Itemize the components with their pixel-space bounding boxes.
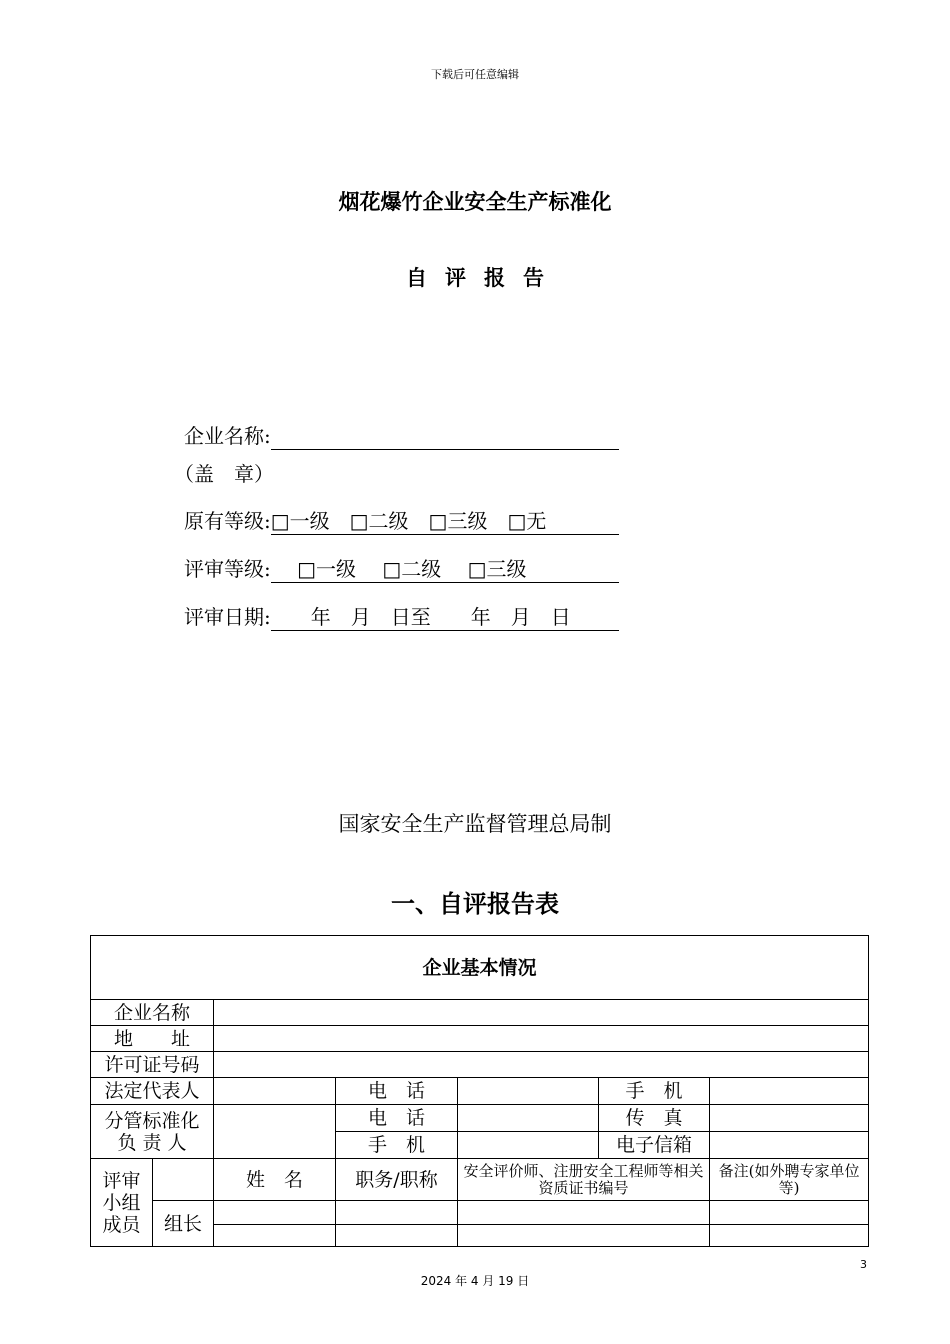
std-manager-mobile-value[interactable] xyxy=(458,1132,599,1158)
license-cell-value[interactable] xyxy=(214,1052,869,1078)
leader-cert-cell-2[interactable] xyxy=(458,1225,710,1247)
col-name-header: 姓 名 xyxy=(214,1159,336,1201)
legal-rep-phone-value[interactable] xyxy=(458,1078,599,1104)
leader-title-cell[interactable] xyxy=(336,1201,458,1225)
review-date-value[interactable]: 年 月 日至 年 月 日 xyxy=(271,602,619,631)
report-title-line1: 烟花爆竹企业安全生产标准化 xyxy=(338,190,612,214)
review-team-label-line2: 小组 xyxy=(102,1191,141,1214)
team-header-blank xyxy=(153,1159,214,1201)
review-date-row xyxy=(184,602,619,632)
leader-title-cell-2[interactable] xyxy=(336,1225,458,1247)
company-name-cell-label: 企业名称 xyxy=(91,1000,214,1026)
std-manager-cell-label xyxy=(91,1105,214,1159)
review-team-label-line1: 评审 xyxy=(102,1169,141,1192)
leader-name-cell[interactable] xyxy=(214,1201,336,1225)
address-cell-label: 地 址 xyxy=(91,1026,214,1052)
company-name-cell-value[interactable] xyxy=(214,1000,869,1026)
report-title-line2: 自评报告 xyxy=(406,266,562,290)
std-manager-mobile-email-split xyxy=(458,1132,710,1159)
legal-rep-mobile-label: 手 机 xyxy=(625,1080,683,1102)
page-number: 3 xyxy=(860,1258,867,1271)
std-manager-phone-label: 电 话 xyxy=(336,1105,458,1132)
header-note: 下载后可任意编辑 xyxy=(431,68,519,81)
legal-rep-cell-label: 法定代表人 xyxy=(91,1078,214,1105)
review-team-label xyxy=(91,1159,153,1247)
std-manager-fax-label: 传 真 xyxy=(625,1107,683,1129)
footer-date: 2024 年 4 月 19 日 xyxy=(420,1274,530,1288)
std-manager-fax-value[interactable] xyxy=(710,1105,869,1132)
original-level-label: 原有等级: xyxy=(184,509,271,533)
std-manager-phone-value[interactable] xyxy=(458,1105,599,1131)
review-level-options[interactable]: □一级 □二级 □三级 xyxy=(271,554,619,583)
leader-remark-cell[interactable] xyxy=(710,1201,869,1225)
review-date-label: 评审日期: xyxy=(184,605,271,629)
leader-name-cell-2[interactable] xyxy=(214,1225,336,1247)
address-cell-value[interactable] xyxy=(214,1026,869,1052)
legal-rep-phone-mobile-split xyxy=(458,1078,710,1105)
std-manager-cell-value[interactable] xyxy=(214,1105,336,1159)
issuing-authority: 国家安全生产监督管理总局制 xyxy=(338,812,612,836)
section-title: 一、自评报告表 xyxy=(391,890,559,918)
review-level-label: 评审等级: xyxy=(184,557,271,581)
seal-label: （盖 章） xyxy=(174,462,274,486)
std-manager-label-line2: 负 责 人 xyxy=(117,1131,187,1154)
company-name-blank[interactable] xyxy=(271,421,619,450)
leader-remark-cell-2[interactable] xyxy=(710,1225,869,1247)
license-cell-label: 许可证号码 xyxy=(91,1052,214,1078)
std-manager-phone-fax-split xyxy=(458,1105,710,1132)
std-manager-email-label: 电子信箱 xyxy=(615,1134,692,1156)
col-remark-header: 备注(如外聘专家单位等) xyxy=(710,1159,869,1201)
original-level-row xyxy=(184,506,619,536)
company-name-label: 企业名称: xyxy=(184,424,271,448)
col-cert-header: 安全评价师、注册安全工程师等相关资质证书编号 xyxy=(458,1159,710,1201)
leader-cert-cell[interactable] xyxy=(458,1201,710,1225)
review-level-row xyxy=(184,554,619,584)
legal-rep-mobile-value[interactable] xyxy=(710,1078,869,1105)
original-level-options[interactable]: □一级 □二级 □三级 □无 xyxy=(271,506,619,535)
std-manager-mobile-label: 手 机 xyxy=(336,1132,458,1159)
legal-rep-phone-label: 电 话 xyxy=(336,1078,458,1105)
legal-rep-cell-value[interactable] xyxy=(214,1078,336,1105)
std-manager-email-value[interactable] xyxy=(710,1132,869,1159)
company-name-row xyxy=(184,421,619,451)
review-team-label-line3: 成员 xyxy=(102,1213,141,1236)
col-title-header: 职务/职称 xyxy=(336,1159,458,1201)
std-manager-label-line1: 分管标准化 xyxy=(104,1109,200,1132)
leader-label: 组长 xyxy=(153,1201,214,1247)
table-heading: 企业基本情况 xyxy=(91,936,869,1000)
self-evaluation-table xyxy=(90,935,869,1247)
